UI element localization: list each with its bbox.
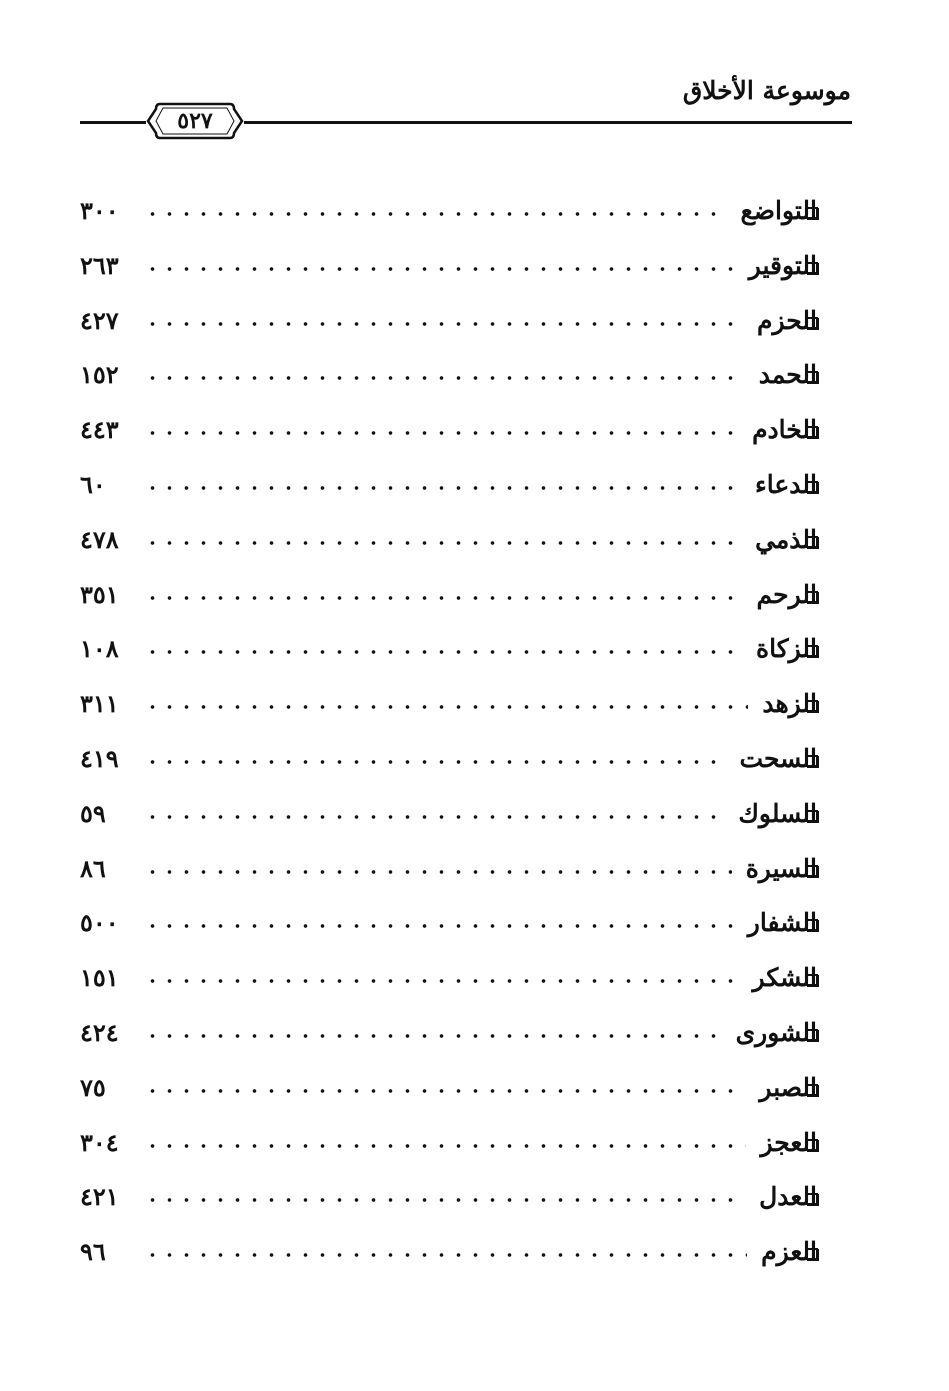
entry-page-number: ٢٦٣	[80, 251, 119, 280]
dot-leader	[144, 212, 726, 216]
index-entry	[0, 468, 949, 508]
index-entry	[0, 906, 949, 946]
entry-page-number: ٩٦	[80, 1237, 106, 1266]
entry-page-number: ١٥٢	[80, 360, 119, 389]
dot-leader	[144, 541, 741, 545]
index-entry	[0, 1126, 949, 1166]
entry-label: الحمد	[758, 360, 817, 389]
entry-page-number: ٤٧٨	[80, 525, 119, 554]
entry-page-number: ١٥١	[80, 963, 119, 992]
dot-leader	[144, 650, 742, 654]
entry-page-number: ٥٩	[80, 799, 106, 828]
page-number: ٥٢٧	[177, 108, 213, 134]
entry-page-number: ٣١١	[80, 689, 119, 718]
entry-page-number: ٧٥	[80, 1073, 106, 1102]
entry-label: الشفار	[747, 908, 817, 937]
dot-leader	[144, 431, 738, 435]
index-entry	[0, 797, 949, 837]
book-title: موسوعة الأخلاق	[682, 76, 851, 105]
dot-leader	[144, 1198, 745, 1202]
entry-label: السلوك	[738, 799, 817, 828]
entry-label: الشورى	[735, 1018, 817, 1047]
entry-label: التوقير	[748, 251, 817, 280]
dot-leader	[144, 267, 735, 271]
dot-leader	[144, 1034, 722, 1038]
index-entry	[0, 742, 949, 782]
entry-page-number: ٣٥١	[80, 580, 119, 609]
dot-leader	[144, 1144, 746, 1148]
dot-leader	[144, 760, 725, 764]
entry-label: العدل	[759, 1182, 817, 1211]
entry-label: السيرة	[745, 854, 817, 883]
index-entry	[0, 687, 949, 727]
index-entry	[0, 249, 949, 289]
dot-leader	[144, 322, 743, 326]
entry-label: الصبر	[759, 1073, 817, 1102]
dot-leader	[144, 705, 748, 709]
index-entry	[0, 1235, 949, 1275]
entry-label: الزهد	[762, 689, 817, 718]
page-number-frame	[146, 101, 244, 141]
entry-page-number: ٨٦	[80, 854, 106, 883]
index-entry	[0, 358, 949, 398]
dot-leader	[144, 924, 734, 928]
index-entry	[0, 413, 949, 453]
entry-label: السحت	[739, 744, 817, 773]
entry-page-number: ٣٠٤	[80, 1128, 119, 1157]
dot-leader	[144, 870, 732, 874]
index-entry	[0, 1180, 949, 1220]
index-entry	[0, 1016, 949, 1056]
index-entry	[0, 523, 949, 563]
entry-label: الحزم	[757, 306, 817, 335]
entry-page-number: ٤١٩	[80, 744, 119, 773]
index-entry	[0, 632, 949, 672]
entry-label: الدعاء	[755, 470, 817, 499]
entry-label: الرحم	[756, 580, 817, 609]
index-entry	[0, 852, 949, 892]
entry-label: الذمي	[755, 525, 817, 554]
entry-page-number: ٦٠	[80, 470, 106, 499]
entry-label: الزكاة	[756, 634, 817, 663]
dot-leader	[144, 1253, 747, 1257]
dot-leader	[144, 376, 745, 380]
entry-page-number: ٥٠٠	[80, 908, 119, 937]
dot-leader	[144, 815, 724, 819]
entry-page-number: ٣٠٠	[80, 196, 119, 225]
index-entry	[0, 961, 949, 1001]
dot-leader	[144, 596, 743, 600]
header-rule-right	[244, 121, 852, 124]
entry-page-number: ٤٢٧	[80, 306, 119, 335]
entry-label: الخادم	[752, 415, 817, 444]
entry-label: التواضع	[740, 196, 817, 225]
index-entry	[0, 578, 949, 618]
entry-label: العزم	[761, 1237, 817, 1266]
dot-leader	[144, 486, 741, 490]
entry-page-number: ٤٢١	[80, 1182, 119, 1211]
dot-leader	[144, 1089, 745, 1093]
entry-page-number: ٤٢٤	[80, 1018, 119, 1047]
header-rule-left	[80, 121, 146, 124]
entry-page-number: ٤٤٣	[80, 415, 119, 444]
entry-page-number: ١٠٨	[80, 634, 119, 663]
entry-label: العجز	[760, 1128, 817, 1157]
entry-label: الشكر	[752, 963, 817, 992]
index-entry	[0, 304, 949, 344]
dot-leader	[144, 979, 739, 983]
index-entry	[0, 1071, 949, 1111]
index-entry	[0, 194, 949, 234]
